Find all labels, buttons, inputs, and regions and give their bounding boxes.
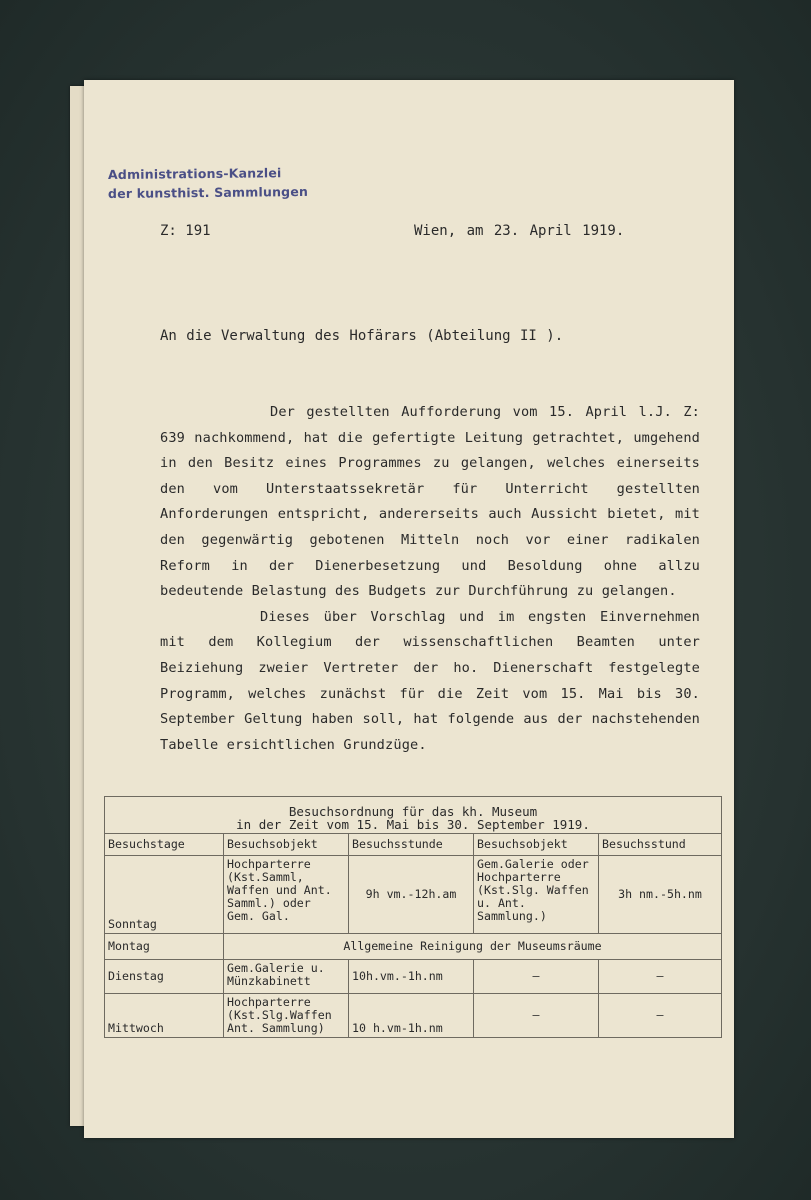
letter-body bbox=[160, 400, 700, 758]
dienstag-hours-2: – bbox=[599, 960, 722, 994]
header-besuchstage: Besuchstage bbox=[105, 834, 224, 856]
table-row-mittwoch bbox=[105, 994, 722, 1038]
sonntag-hours-2: 3h nm.-5h.nm bbox=[599, 856, 722, 934]
letter-date: Wien, am 23. April 1919. bbox=[414, 223, 625, 239]
mittwoch-hours-1: 10 h.vm-1h.nm bbox=[349, 994, 474, 1038]
stamp-line-2: der kunsthist. Sammlungen bbox=[107, 183, 309, 202]
table-header-row bbox=[105, 834, 722, 856]
mittwoch-object-2: – bbox=[474, 994, 599, 1038]
table-row-dienstag bbox=[105, 960, 722, 994]
mittwoch-hours-2: – bbox=[599, 994, 722, 1038]
montag-cleaning-note: Allgemeine Reinigung der Museumsräume bbox=[224, 934, 722, 960]
header-besuchsstunde-2: Besuchsstund bbox=[599, 834, 722, 856]
visiting-hours-table bbox=[104, 796, 722, 1038]
document-page bbox=[84, 80, 734, 1138]
table-title-line-1: Besuchsordnung für das kh. Museum bbox=[288, 804, 538, 819]
table-row-montag bbox=[105, 934, 722, 960]
header-besuchsobjekt-2: Besuchsobjekt bbox=[474, 834, 599, 856]
paragraph-1: Der gestellten Aufforderung vom 15. April l.J. Z: 639 nachkommend, hat die gefertigte Leitung getrachtet, umgehend in den Besitz eines Programmes zu gelangen, welches einerseits den vom Unterstaatssekretär für Unterricht gestellten Anforderungen entspricht, andererseits auch Aussicht bietet, mit den gegenwärtig gebotenen Mitteln noch vor einer radikalen Reform in der Dienerbesetzung und Besoldung ohne allzu bedeutende Belastung des Budgets zur Durchführung zu gelangen. bbox=[160, 404, 700, 600]
paragraph-2: Dieses über Vorschlag und im engsten Einvernehmen mit dem Kollegium der wissenschaftlichen Beamten unter Beiziehung zweier Vertreter der ho. Dienerschaft festgelegte Programm, welches zunächst für die Zeit vom 15. Mai bis 30. September Geltung haben soll, hat folgende aus der nachstehenden Tabelle ersichtlichen Grundzüge. bbox=[160, 608, 700, 753]
day-montag: Montag bbox=[105, 934, 224, 960]
table-row-sonntag bbox=[105, 856, 722, 934]
table-title-line-2: in der Zeit vom 15. Mai bis 30. September 1919. bbox=[236, 817, 590, 832]
day-dienstag: Dienstag bbox=[105, 960, 224, 994]
dienstag-hours-1: 10h.vm.-1h.nm bbox=[349, 960, 474, 994]
dienstag-object-1: Gem.Galerie u. Münzkabinett bbox=[224, 960, 349, 994]
sonntag-object-1: Hochparterre (Kst.Samml, Waffen und Ant. Samml.) oder Gem. Gal. bbox=[224, 856, 349, 934]
sonntag-object-2: Gem.Galerie oder Hochparterre (Kst.Slg. Waffen u. Ant. Sammlung.) bbox=[474, 856, 599, 934]
header-besuchsobjekt-1: Besuchsobjekt bbox=[224, 834, 349, 856]
table-title bbox=[105, 797, 722, 834]
day-mittwoch: Mittwoch bbox=[105, 994, 224, 1038]
stamp-line-1: Administrations-Kanzlei bbox=[107, 165, 282, 183]
day-sonntag: Sonntag bbox=[105, 856, 224, 934]
mittwoch-object-1: Hochparterre (Kst.Slg.Waffen Ant. Sammlung) bbox=[224, 994, 349, 1038]
header-besuchsstunde-1: Besuchsstunde bbox=[349, 834, 474, 856]
addressee-line: An die Verwaltung des Hofärars (Abteilung II ). bbox=[160, 328, 564, 344]
administration-stamp bbox=[108, 164, 308, 202]
dienstag-object-2: – bbox=[474, 960, 599, 994]
sonntag-hours-1: 9h vm.-12h.am bbox=[349, 856, 474, 934]
reference-number: Z: 191 bbox=[160, 223, 211, 239]
